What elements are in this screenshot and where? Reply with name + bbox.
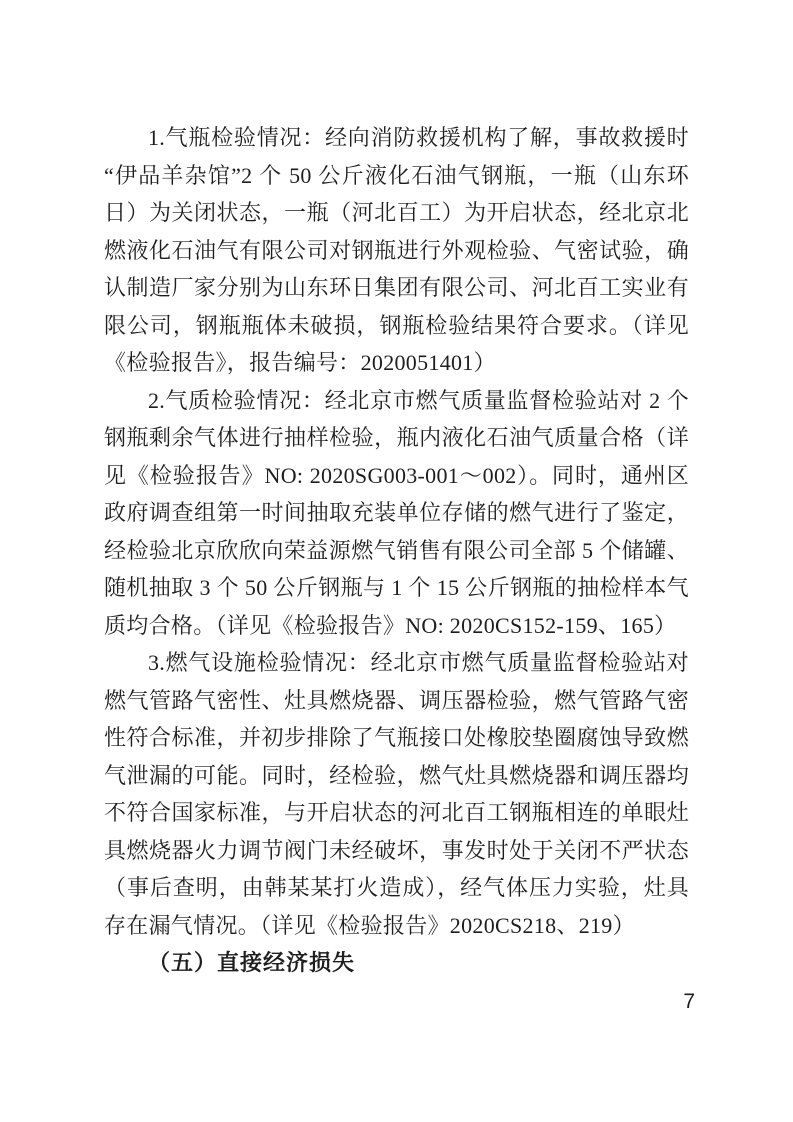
document-body [104,119,689,982]
section-heading-direct-economic-loss: （五）直接经济损失 [148,950,356,975]
paragraph-gas-facility-inspection: 3.燃气设施检验情况：经北京市燃气质量监督检验站对燃气管路气密性、灶具燃烧器、调压器检验，燃气管路气密性符合标准，并初步排除了气瓶接口处橡胶垫圈腐蚀导致燃气泄漏的可能。同时，经检验，燃气灶具燃烧器和调压器均不符合国家标准，与开启状态的河北百工钢瓶相连的单眼灶具燃烧器火力调节阀门未经破坏，事发时处于关闭不严状态（事后查明，由韩某某打火造成），经气体压力实验，灶具存在漏气情况。（详见《检验报告》2020CS218、219） [104,650,689,938]
page-number: 7 [683,990,695,1013]
paragraph-gas-quality-inspection: 2.气质检验情况：经北京市燃气质量监督检验站对 2 个钢瓶剩余气体进行抽样检验，瓶内液化石油气质量合格（详见《检验报告》NO: 2020SG003-001～002）。同时，通州区政府调查组第一时间抽取充装单位存储的燃气进行了鉴定，经检验北京欣欣向荣益源燃气销售有限公司全部 5 个储罐、随机抽取 3 个 50 公斤钢瓶与 1 个 15 公斤钢瓶的抽检样本气质均合格。（详见《检验报告》NO: 2020CS152-159、165） [104,387,689,638]
paragraph-cylinder-inspection: 1.气瓶检验情况：经向消防救援机构了解，事故救援时“伊品羊杂馆”2 个 50 公斤液化石油气钢瓶，一瓶（山东环日）为关闭状态，一瓶（河北百工）为开启状态，经北京北燃液化石油气有限公司对钢瓶进行外观检验、气密试验，确认制造厂家分别为山东环日集团有限公司、河北百工实业有限公司，钢瓶瓶体未破损，钢瓶检验结果符合要求。（详见《检验报告》，报告编号：2020051401） [104,125,689,375]
